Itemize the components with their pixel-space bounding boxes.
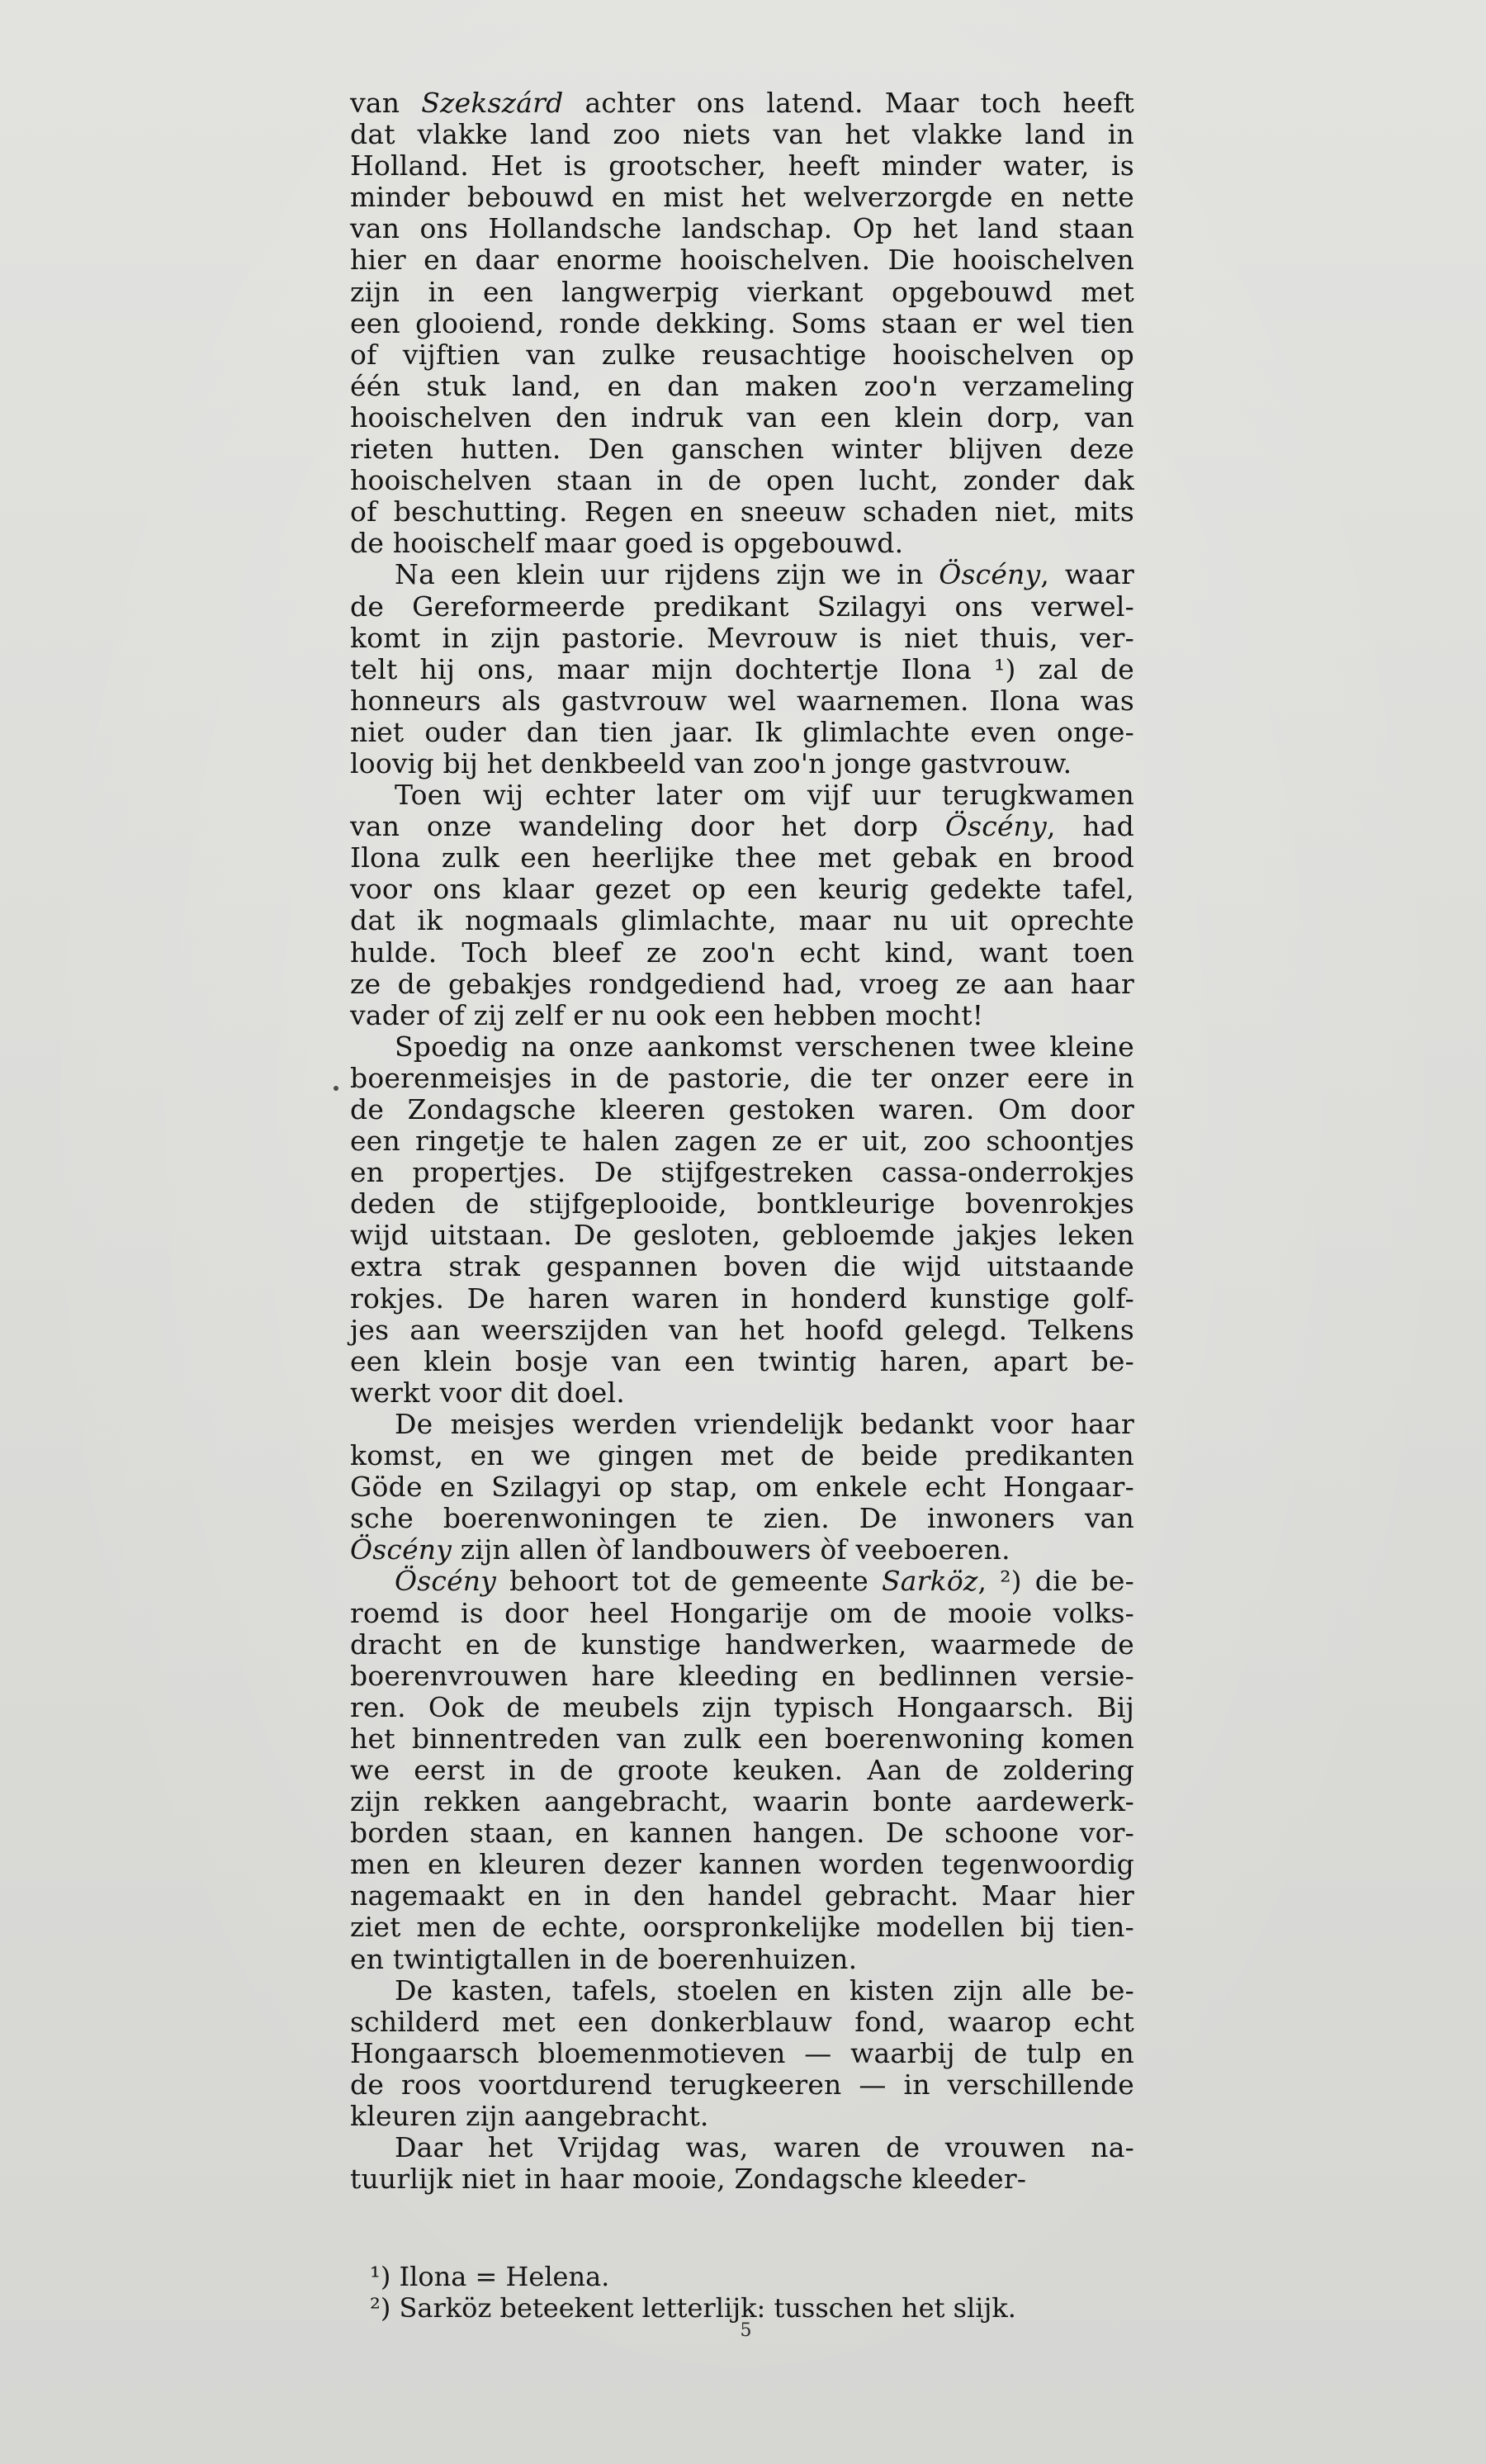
- text-line: hooischelven staan in de open lucht, zonder dak: [350, 464, 1134, 497]
- text-line: De kasten, tafels, stoelen en kisten zijn alle be-: [395, 1974, 1134, 2007]
- text-line: van Szekszárd achter ons latend. Maar toch heeft: [350, 87, 1134, 119]
- text-line: ren. Ook de meubels zijn typisch Hongaarsch. Bij: [350, 1690, 1134, 1723]
- text-line: komst, en we gingen met de beide predikanten: [350, 1439, 1134, 1472]
- text-line: borden staan, en kannen hangen. De schoone vor-: [350, 1817, 1134, 1850]
- paragraph: [350, 2132, 1134, 2195]
- print-speck: [334, 1086, 338, 1091]
- text-line: niet ouder dan tien jaar. Ik glimlachte even onge-: [350, 715, 1134, 748]
- text-line: honneurs als gastvrouw wel waarnemen. Ilona was: [350, 684, 1134, 717]
- text-line: rokjes. De haren waren in honderd kunstige golf-: [350, 1282, 1134, 1315]
- footnote: ²) Sarköz beteekent letterlijk: tusschen het slijk.: [370, 2292, 1016, 2324]
- paragraph: [350, 1031, 1134, 1409]
- text-line: van ons Hollandsche landschap. Op het land staan: [350, 212, 1134, 245]
- text-line: deden de stijfgeplooide, bontkleurige bovenrokjes: [350, 1187, 1134, 1220]
- text-line: hooischelven den indruk van een klein dorp, van: [350, 400, 1134, 434]
- text-line: Toen wij echter later om vijf uur terugkwamen: [395, 779, 1134, 812]
- text-line: dat ik nogmaals glimlachte, maar nu uit oprechte: [350, 904, 1134, 937]
- text-line: de Zondagsche kleeren gestoken waren. Om door: [350, 1093, 1134, 1125]
- text-line: zijn in een langwerpig vierkant opgebouwd met: [350, 275, 1134, 308]
- text-line: Spoedig na onze aankomst verschenen twee kleine: [395, 1030, 1134, 1063]
- text-line: voor ons klaar gezet op een keurig gedekte tafel,: [350, 873, 1134, 906]
- text-line: Daar het Vrijdag was, waren de vrouwen na-: [395, 2131, 1134, 2164]
- text-line: rieten hutten. Den ganschen winter blijven deze: [350, 433, 1134, 466]
- text-line: dat vlakke land zoo niets van het vlakke land in: [350, 118, 1134, 151]
- body-text: [350, 88, 1134, 2195]
- text-line: of beschutting. Regen en sneeuw schaden niet, mits: [350, 495, 1134, 528]
- text-line: ze de gebakjes rondgediend had, vroeg ze aan haar: [350, 967, 1134, 1000]
- paragraph: [350, 779, 1134, 1031]
- text-line: Göde en Szilagyi op stap, om enkele echt Hongaar-: [350, 1471, 1134, 1504]
- paragraph: [350, 559, 1134, 779]
- text-line: een ringetje te halen zagen ze er uit, zoo schoontjes: [350, 1125, 1134, 1158]
- text-line: de hooischelf maar goed is opgebouwd.: [350, 527, 904, 560]
- text-line: Na een klein uur rijdens zijn we in Öscény, waar: [395, 558, 1134, 591]
- text-line: vader of zij zelf er nu ook een hebben mocht!: [350, 998, 984, 1031]
- text-line: en propertjes. De stijfgestreken cassa-onderrokjes: [350, 1156, 1134, 1189]
- text-line: boerenvrouwen hare kleeding en bedlinnen versie-: [350, 1659, 1134, 1692]
- text-line: Holland. Het is grootscher, heeft minder water, is: [350, 149, 1134, 182]
- footnotes: [370, 2261, 1134, 2324]
- text-line: jes aan weerszijden van het hoofd gelegd. Telkens: [350, 1313, 1134, 1346]
- text-line: komt in zijn pastorie. Mevrouw is niet thuis, ver-: [350, 621, 1134, 654]
- paragraph: [350, 1566, 1134, 1974]
- text-line: Öscény zijn allen òf landbouwers òf veeboeren.: [350, 1533, 1010, 1566]
- text-line: boerenmeisjes in de pastorie, die ter onzer eere in: [350, 1061, 1134, 1094]
- text-line: dracht en de kunstige handwerken, waarmede de: [350, 1628, 1134, 1661]
- text-line: minder bebouwd en mist het welverzorgde en nette: [350, 181, 1134, 214]
- paragraph: [350, 88, 1134, 559]
- text-line: het binnentreden van zulk een boerenwoning komen: [350, 1722, 1134, 1755]
- text-line: sche boerenwoningen te zien. De inwoners van: [350, 1502, 1134, 1535]
- text-line: hier en daar enorme hooischelven. Die hooischelven: [350, 244, 1134, 277]
- text-line: en twintigtallen in de boerenhuizen.: [350, 1942, 858, 1975]
- text-line: van onze wandeling door het dorp Öscény, had: [350, 810, 1134, 843]
- text-line: Ilona zulk een heerlijke thee met gebak en brood: [350, 841, 1134, 874]
- text-line: wijd uitstaan. De gesloten, gebloemde jakjes leken: [350, 1219, 1134, 1252]
- text-line: een glooiend, ronde dekking. Soms staan er wel tien: [350, 306, 1134, 339]
- text-line: men en kleuren dezer kannen worden tegenwoordig: [350, 1848, 1134, 1881]
- text-line: hulde. Toch bleef ze zoo'n echt kind, want toen: [350, 936, 1134, 969]
- text-line: extra strak gespannen boven die wijd uitstaande: [350, 1250, 1134, 1283]
- page-number: 5: [740, 2320, 751, 2341]
- text-line: een klein bosje van een twintig haren, apart be-: [350, 1344, 1134, 1377]
- paragraph: [350, 1409, 1134, 1566]
- text-line: loovig bij het denkbeeld van zoo'n jonge gastvrouw.: [350, 746, 1072, 779]
- text-line: we eerst in de groote keuken. Aan de zoldering: [350, 1753, 1134, 1786]
- text-line: kleuren zijn aangebracht.: [350, 2100, 709, 2132]
- text-line: Hongaarsch bloemenmotieven — waarbij de tulp en: [350, 2036, 1134, 2069]
- text-line: Öscény behoort tot de gemeente Sarköz, ²) die be-: [395, 1565, 1134, 1598]
- text-line: nagemaakt en in den handel gebracht. Maar hier: [350, 1879, 1134, 1912]
- text-line: roemd is door heel Hongarije om de mooie volks-: [350, 1596, 1134, 1629]
- text-line: de roos voortdurend terugkeeren — in verschillende: [350, 2068, 1134, 2101]
- text-line: één stuk land, en dan maken zoo'n verzameling: [350, 369, 1134, 402]
- text-line: de Gereformeerde predikant Szilagyi ons verwel-: [350, 590, 1134, 623]
- text-line: telt hij ons, maar mijn dochtertje Ilona ¹) zal de: [350, 652, 1134, 685]
- footnote: ¹) Ilona = Helena.: [370, 2261, 610, 2292]
- text-line: tuurlijk niet in haar mooie, Zondagsche kleeder-: [350, 2163, 1027, 2196]
- text-line: zijn rekken aangebracht, waarin bonte aardewerk-: [350, 1785, 1134, 1818]
- text-line: ziet men de echte, oorspronkelijke modellen bij tien-: [350, 1911, 1134, 1944]
- text-line: schilderd met een donkerblauw fond, waarop echt: [350, 2005, 1134, 2038]
- paragraph: [350, 1975, 1134, 2132]
- text-line: of vijftien van zulke reusachtige hooischelven op: [350, 338, 1134, 371]
- text-line: De meisjes werden vriendelijk bedankt voor haar: [395, 1407, 1134, 1440]
- text-line: werkt voor dit doel.: [350, 1376, 625, 1409]
